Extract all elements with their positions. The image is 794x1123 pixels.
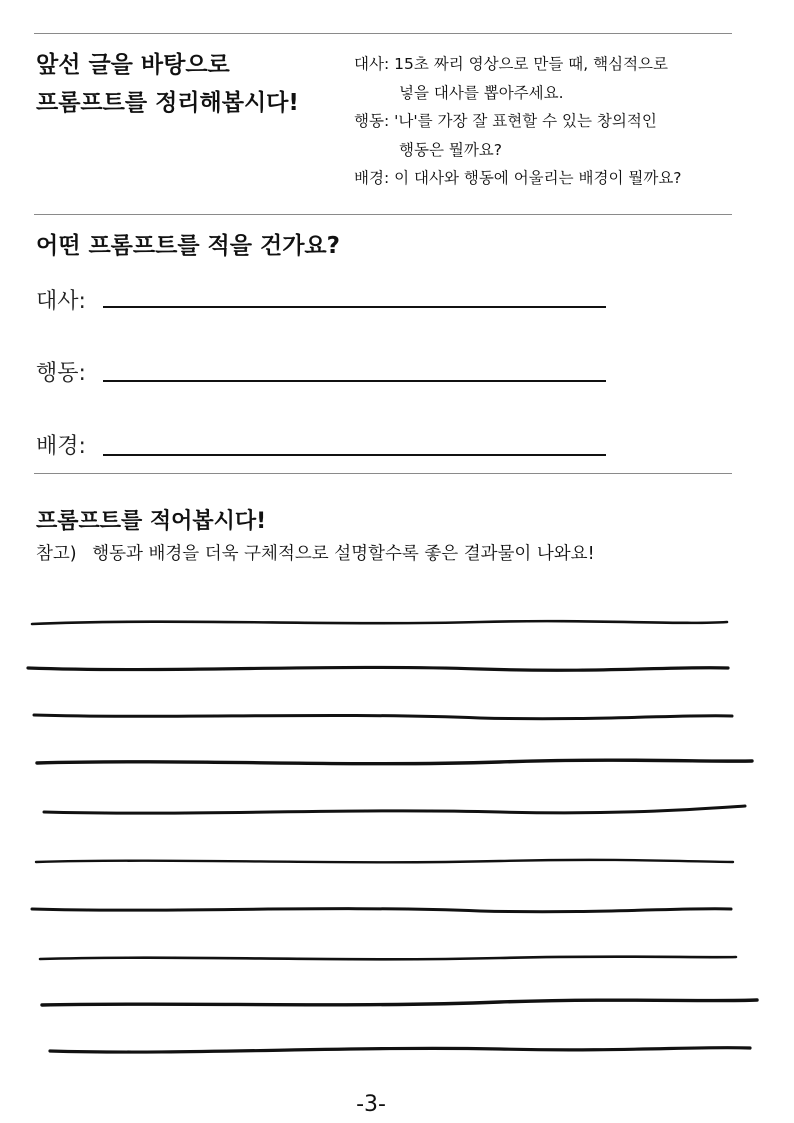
dialogue-field-label: 대사: <box>36 289 86 314</box>
tip-label: 참고) <box>36 544 77 564</box>
writing-line <box>34 715 732 719</box>
writing-line <box>37 760 752 764</box>
background-field-label: 배경: <box>36 434 86 459</box>
guide-dialogue-continued: 넣을 대사를 뽑아주세요. <box>399 83 564 102</box>
guide-action-text: '나'를 가장 잘 표현할 수 있는 창의적인 <box>394 112 657 130</box>
write-section-heading: 프롬프트를 적어봅시다! <box>36 509 267 534</box>
writing-line <box>36 860 733 862</box>
prompt-section-heading: 어떤 프롬프트를 적을 건가요? <box>36 233 340 259</box>
guide-dialogue-text: 15초 짜리 영상으로 만들 때, 핵심적으로 <box>394 55 668 73</box>
guide-background-text: 이 대사와 행동에 어울리는 배경이 뭘까요? <box>394 169 682 187</box>
writing-line <box>32 621 727 624</box>
writing-line <box>32 909 731 912</box>
guide-dialogue-label: 대사: <box>354 55 390 73</box>
tip-text: 행동과 배경을 더욱 구체적으로 설명할수록 좋은 결과물이 나와요! <box>92 544 595 564</box>
writing-line <box>28 667 728 670</box>
guide-action-continued: 행동은 뭘까요? <box>399 140 502 159</box>
writing-line <box>50 1048 750 1052</box>
writing-line <box>44 806 745 813</box>
writing-line <box>42 1000 757 1005</box>
guide-action-label: 행동: <box>354 112 390 130</box>
guide-background-label: 배경: <box>354 169 390 187</box>
intro-heading-line-1: 앞선 글을 바탕으로 <box>36 52 230 78</box>
page-number: -3- <box>356 1092 386 1117</box>
intro-heading-line-2: 프롬프트를 정리해봅시다! <box>36 90 299 116</box>
action-field-label: 행동: <box>36 361 86 386</box>
writing-line <box>40 957 736 960</box>
